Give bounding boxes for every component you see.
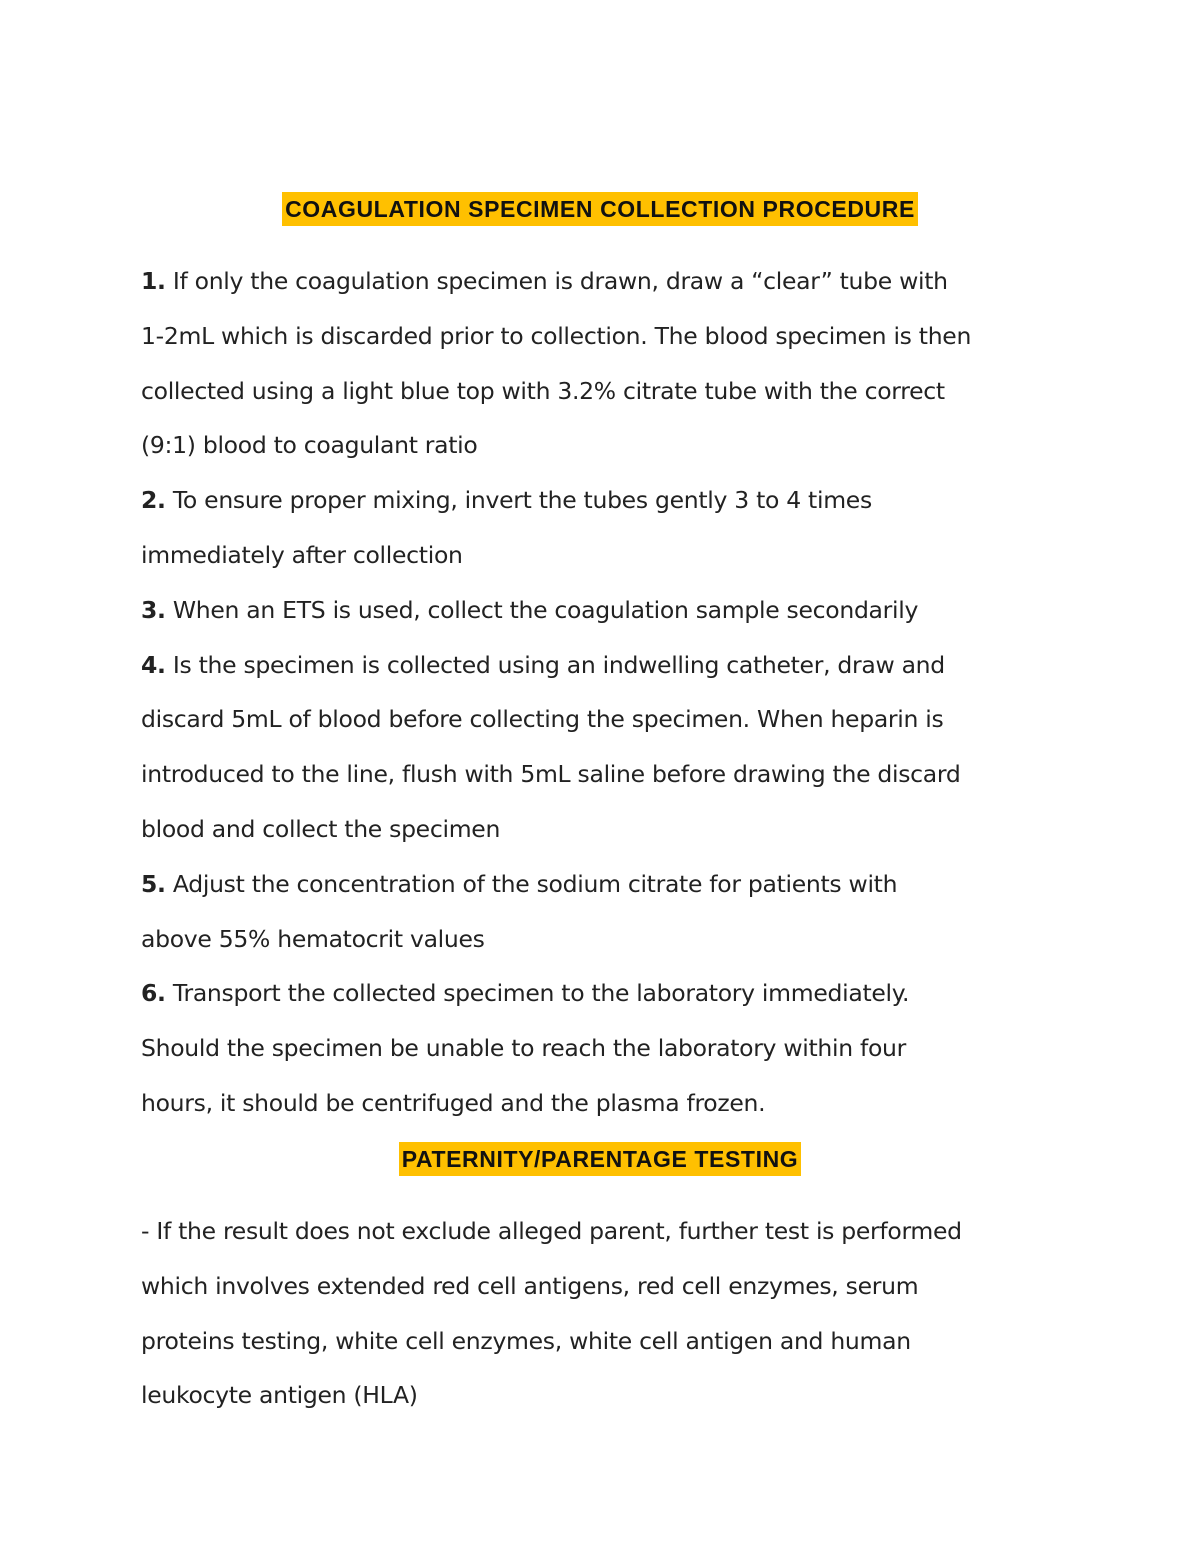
- coagulation-heading-row: [0, 192, 1200, 226]
- step-2-line-2: immediately after collection: [141, 540, 463, 569]
- coagulation-heading: COAGULATION SPECIMEN COLLECTION PROCEDURE: [282, 192, 918, 226]
- step-3-line-1: [141, 583, 1051, 638]
- step-text: Is the specimen is collected using an indwelling catheter, draw and: [172, 650, 945, 679]
- coagulation-steps: [141, 254, 1051, 1131]
- step-1-line-1: [141, 254, 1051, 309]
- step-3-number: 3.: [141, 595, 166, 624]
- step-text: When an ETS is used, collect the coagulation sample secondarily: [172, 595, 919, 624]
- step-text: To ensure proper mixing, invert the tubes gently 3 to 4 times: [172, 486, 872, 515]
- step-5-number: 5.: [141, 869, 166, 898]
- paternity-line-4: leukocyte antigen (HLA): [141, 1381, 418, 1410]
- step-1-line-2: 1-2mL which is discarded prior to collection. The blood specimen is then: [141, 321, 972, 350]
- step-6-line-2: Should the specimen be unable to reach the laboratory within four: [141, 1034, 906, 1063]
- step-4-line-1: [141, 638, 1051, 693]
- step-6-number: 6.: [141, 979, 166, 1008]
- step-2-number: 2.: [141, 486, 166, 515]
- step-2-line-1: [141, 473, 1051, 528]
- step-text: If only the coagulation specimen is drawn, draw a “clear” tube with: [172, 267, 948, 295]
- step-4-line-3: introduced to the line, flush with 5mL saline before drawing the discard: [141, 760, 961, 789]
- step-text: Adjust the concentration of the sodium citrate for patients with: [172, 869, 898, 898]
- paternity-line-2: which involves extended red cell antigens, red cell enzymes, serum: [141, 1271, 919, 1300]
- step-4-number: 4.: [141, 650, 166, 679]
- step-5-line-1: [141, 857, 1051, 912]
- paternity-paragraph: [141, 1204, 1051, 1423]
- paternity-line-3: proteins testing, white cell enzymes, white cell antigen and human: [141, 1326, 911, 1355]
- step-6-line-1: [141, 966, 1051, 1021]
- step-text: Transport the collected specimen to the laboratory immediately.: [172, 979, 910, 1008]
- step-4-line-2: discard 5mL of blood before collecting the specimen. When heparin is: [141, 705, 944, 734]
- step-4-line-4: blood and collect the specimen: [141, 814, 501, 843]
- step-1-line-3: collected using a light blue top with 3.2% citrate tube with the correct: [141, 376, 945, 405]
- step-5-line-2: above 55% hematocrit values: [141, 924, 485, 953]
- step-1-line-4: (9:1) blood to coagulant ratio: [141, 431, 478, 460]
- paternity-line-1: - If the result does not exclude alleged parent, further test is performed: [141, 1217, 962, 1245]
- step-6-line-3: hours, it should be centrifuged and the plasma frozen.: [141, 1088, 766, 1117]
- paternity-heading-row: [0, 1142, 1200, 1176]
- step-1-number: 1.: [141, 267, 166, 295]
- paternity-heading: PATERNITY/PARENTAGE TESTING: [399, 1142, 802, 1176]
